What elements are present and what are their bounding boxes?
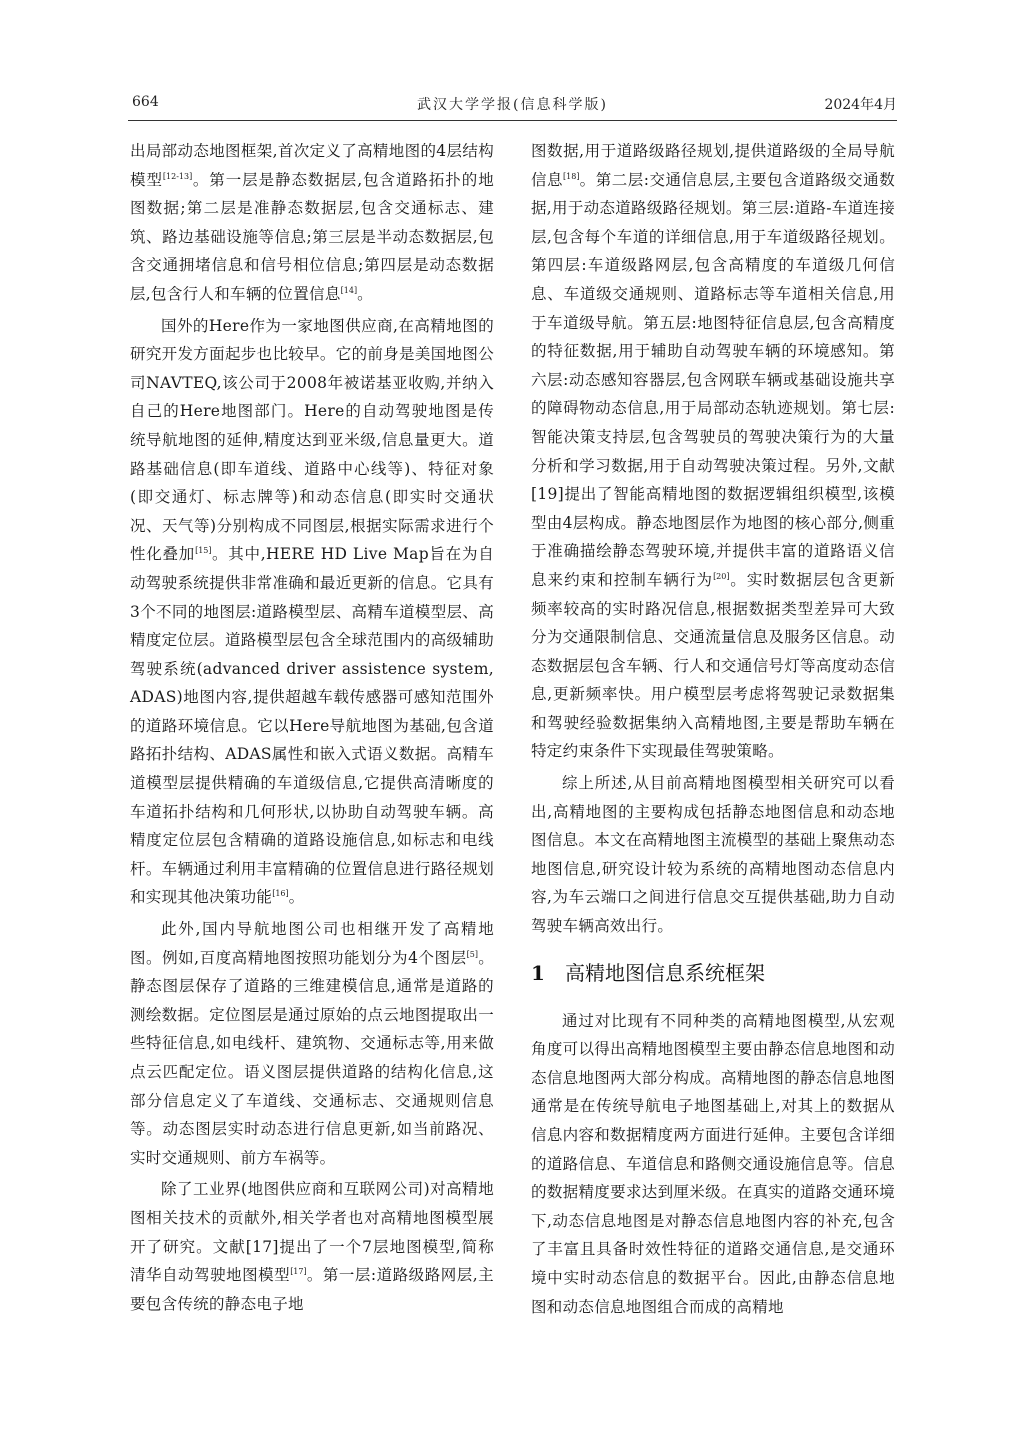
paragraph [130,1175,494,1318]
citation: [16] [272,889,289,899]
citation: [18] [563,171,580,181]
text: 。 [288,888,305,907]
text: 。其中,HERE HD Live Map旨在为自动驾驶系统提供非常准确和最近更新的信息。它具有3个不同的地图层:道路模型层、高精车道模型层、高精度定位层。道路模型层包含全球范围内的高级辅助驾驶系统(advanced driver assistence system, ADAS)地图内容,提供超越车载传感器可感知范围外的道路环境信息。它以Here导航地图为基础,包含道路拓扑结构、ADAS属性和嵌入式语义数据。高精车道模型层提供精确的车道级信息,它提供高清晰度的车道拓扑结构和几何形状,以协助自动驾驶车辆。高精度定位层包含精确的道路设施信息,如标志和电线杆。车辆通过利用丰富精确的位置信息进行路径规划和实现其他决策功能 [130,545,495,907]
paragraph [531,137,895,766]
header-rule [128,120,897,121]
citation: [14] [340,285,358,295]
text: 国外的Here作为一家地图供应商,在高精地图的研究开发方面起步也比较早。它的前身是美国地图公司NAVTEQ,该公司于2008年被诺基亚收购,并纳入自己的Here地图部门。Here的自动驾驶地图是传统导航地图的延伸,精度达到亚米级,信息量更大。道路基础信息(即车道线、道路中心线等)、特征对象(即交通灯、标志牌等)和动态信息(即实时交通状况、天气等)分别构成不同图层,根据实际需求进行个性化叠加 [130,316,494,564]
text: 。第二层:交通信息层,主要包含道路级交通数据,用于动态道路级路径规划。第三层:道路-车道连接层,包含每个车道的详细信息,用于车道级路径规划。第四层:车道级路网层,包含高精度的车道级几何信息、车道级交通规则、道路标志等车道相关信息,用于车道级导航。第五层:地图特征信息层,包含高精度的特征数据,用于辅助自动驾驶车辆的环境感知。第六层:动态感知容器层,包含网联车辆或基础设施共享的障碍物动态信息,用于局部动态轨迹规划。第七层:智能决策支持层,包含驾驶员的驾驶决策行为的大量分析和学习数据,用于自动驾驶决策过程。另外,文献[19]提出了智能高精地图的数据逻辑组织模型,该模型由4层构成。静态地图层作为地图的核心部分,侧重于准确描绘静态驾驶环境,并提供丰富的道路语义信息来约束和控制车辆行为 [531,170,895,589]
running-header [128,94,897,118]
citation: [15] [195,546,212,556]
left-column [130,137,494,1321]
journal-title: 武汉大学学报(信息科学版) [417,97,608,113]
citation: [17] [290,1267,307,1277]
text: 。静态图层保存了道路的三维建模信息,通常是道路的测绘数据。定位图层是通过原始的点云地图提取出一些特征信息,如电线杆、建筑物、交通标志等,用来做点云匹配定位。语义图层提供道路的结构化信息,这部分信息定义了车道线、交通标志、交通规则信息等。动态图层实时动态进行信息更新,如当前路况、实时交通规则、前方车祸等。 [130,948,494,1167]
citation: [12-13] [162,171,193,181]
paragraph: 通过对比现有不同种类的高精地图模型,从宏观角度可以得出高精地图模型主要由静态信息地图和动态信息地图两大部分构成。高精地图的静态信息地图通常是在传统导航电子地图基础上,对其上的数据从信息内容和数据精度两方面进行延伸。主要包含详细的道路信息、车道信息和路侧交通设施信息等。信息的数据精度要求达到厘米级。在真实的道路交通环境下,动态信息地图是对静态信息地图内容的补充,包含了丰富且具备时效性特征的道路交通信息,是交通环境中实时动态信息的数据平台。因此,由静态信息地图和动态信息地图组合而成的高精地 [531,1011,895,1316]
text: 出局部动态地图框架,首次定义了高精地图的4层结构模型 [130,142,494,189]
text: 图数据,用于道路级路径规划,提供道路级的全局导航信息 [531,142,895,189]
right-column [531,137,895,1324]
text: 。 [357,284,373,303]
text: 。实时数据层包含更新频率较高的实时路况信息,根据数据类型差异可大致分为交通限制信息、交通流量信息及服务区信息。动态数据层包含车辆、行人和交通信号灯等高度动态信息,更新频率快。用户模型层考虑将驾驶记录数据集和驾驶经验数据集纳入高精地图,主要是帮助车辆在特定约束条件下实现最佳驾驶策略。 [531,570,895,761]
text: 。第一层:道路级路网层,主要包含传统的静态电子地 [130,1266,494,1313]
citation: [20] [713,571,730,581]
issue-date: 2024年4月 [824,97,897,113]
text: 。第一层是静态数据层,包含道路拓扑的地图数据;第二层是准静态数据层,包含交通标志、建筑、路边基础设施等信息;第三层是半动态数据层,包含交通拥堵信息和信号相位信息;第四层是动态数据层,包含行人和车辆的位置信息 [130,170,494,303]
text: 此外,国内导航地图公司也相继开发了高精地图。例如,百度高精地图按照功能划分为4个图层 [130,920,494,967]
text: 除了工业界(地图供应商和互联网公司)对高精地图相关技术的贡献外,相关学者也对高精地图模型展开了研究。文献[17]提出了一个7层地图模型,简称清华自动驾驶地图模型 [130,1180,494,1285]
paragraph: 综上所述,从目前高精地图模型相关研究可以看出,高精地图的主要构成包括静态地图信息和动态地图信息。本文在高精地图主流模型的基础上聚焦动态地图信息,研究设计较为系统的高精地图动态信息内容,为车云端口之间进行信息交互提供基础,助力自动驾驶车辆高效出行。 [531,774,895,936]
paragraph [130,137,494,309]
paragraph [130,312,494,912]
page-number: 664 [132,94,159,110]
citation: [5] [466,949,478,959]
paragraph [130,915,494,1172]
section-title: 高精地图信息系统框架 [565,960,765,985]
section-number: 1 [531,960,545,985]
section-heading [531,957,895,989]
